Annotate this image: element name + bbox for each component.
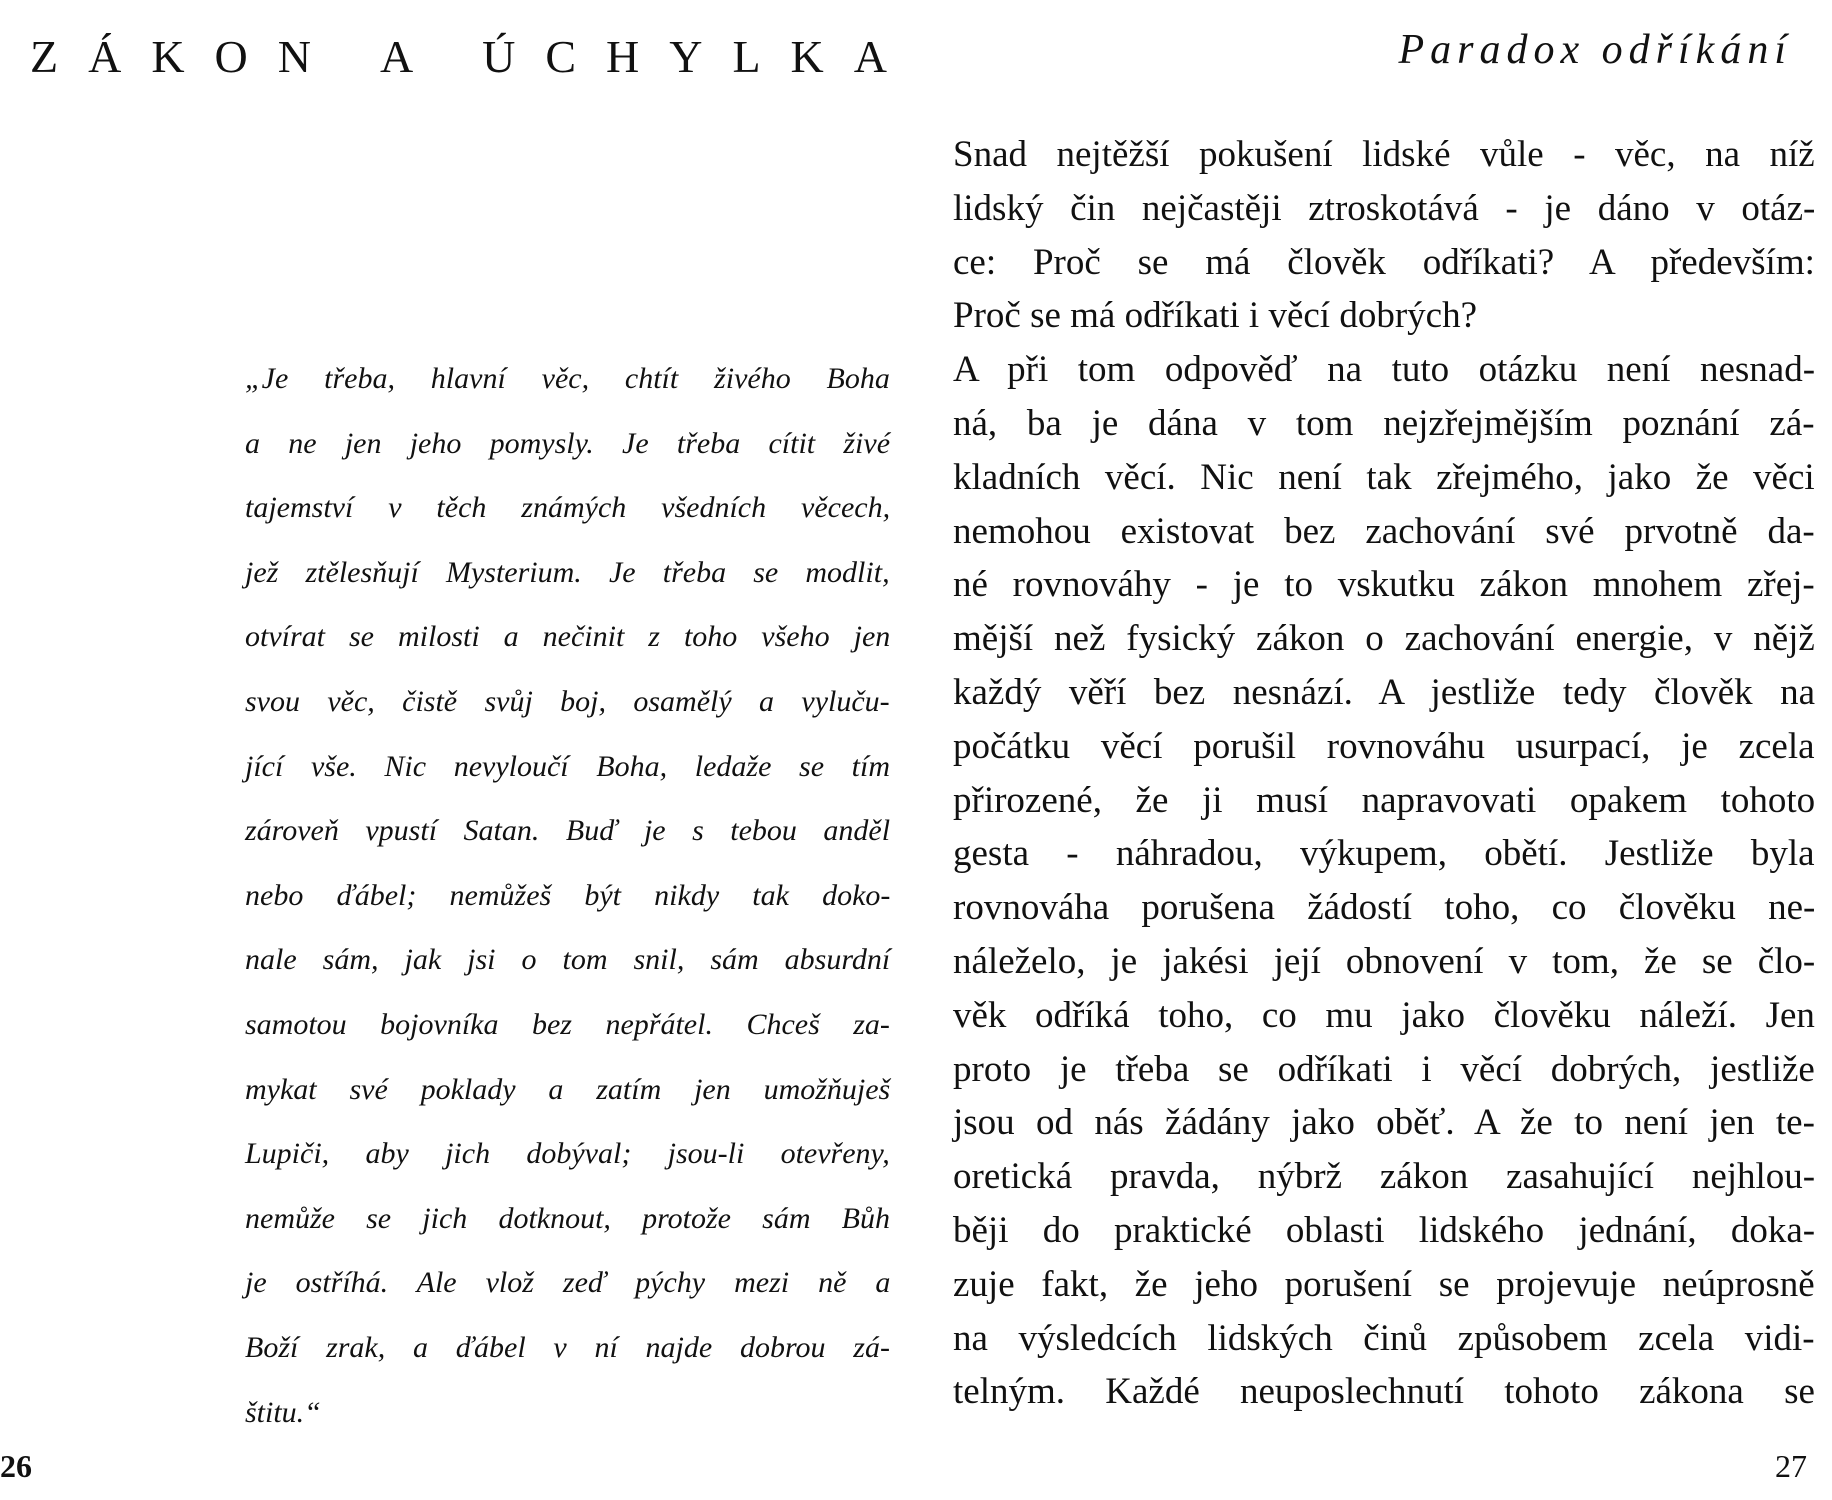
quote-line: tajemství v těch známých všedních věcech, — [245, 491, 891, 525]
body-line: lidský čin nejčastěji ztroskotává - je dáno v otáz- — [953, 187, 1816, 229]
body-line: jsou od nás žádány jako oběť. A že to není jen te- — [953, 1102, 1815, 1144]
body-line: počátku věcí porušil rovnováhu usurpací, je zcela — [953, 725, 1815, 767]
quote-line: nemůže se jich dotknout, protože sám Bůh — [245, 1201, 890, 1235]
page-number-right: 27 — [1775, 1448, 1807, 1484]
quote-line: zároveň vpustí Satan. Buď je s tebou anděl — [245, 814, 891, 848]
quote-line: je ostříhá. Ale vlož zeď pýchy mezi ně a — [245, 1266, 891, 1300]
body-line: mější než fysický zákon o zachování energie, v nějž — [953, 618, 1815, 660]
quote-block — [245, 357, 890, 1455]
body-line: ce: Proč se má člověk odříkati? A především: — [953, 241, 1815, 283]
quote-line: „Je třeba, hlavní věc, chtít živého Boha — [245, 362, 890, 395]
body-line: náleželo, je jakési její obnovení v tom, že se člo- — [953, 940, 1816, 982]
quote-line: Lupiči, aby jich dobýval; jsou-li otevřeny, — [245, 1137, 890, 1171]
body-line: ná, ba je dána v tom nejzřejmějším poznání zá- — [953, 402, 1815, 444]
quote-line: mykat své poklady a zatím jen umožňuješ — [245, 1072, 891, 1106]
quote-line: otvírat se milosti a nečinit z toho všeho jen — [245, 620, 891, 654]
body-line: na výsledcích lidských činů způsobem zcela vidi- — [953, 1317, 1815, 1359]
quote-line: svou věc, čistě svůj boj, osamělý a vyluču- — [245, 684, 890, 718]
body-line: A při tom odpověď na tuto otázku není nesnad- — [953, 349, 1816, 391]
quote-line: Boží zrak, a ďábel v ní najde dobrou zá- — [245, 1330, 890, 1364]
body-line: proto je třeba se odříkati i věcí dobrých, jestliže — [953, 1048, 1815, 1090]
left-running-head: ZÁKON A ÚCHYLKA — [30, 31, 917, 82]
quote-line: nebo ďábel; nemůžeš být nikdy tak doko- — [245, 878, 891, 912]
body-line: Snad nejtěžší pokušení lidské vůle - věc, na níž — [953, 134, 1815, 175]
body-line: zuje fakt, že jeho porušení se projevuje neúprosně — [953, 1263, 1815, 1305]
body-line: nemohou existovat bez zachování své prvotně da- — [953, 510, 1815, 552]
body-line: věk odříká toho, co mu jako člověku náleží. Jen — [953, 994, 1815, 1036]
quote-line: samotou bojovníka bez nepřátel. Chceš za- — [245, 1007, 890, 1041]
quote-line: jící vše. Nic nevyloučí Boha, ledaže se tím — [245, 749, 891, 783]
body-line: oretická pravda, nýbrž zákon zasahující nejhlou- — [953, 1156, 1816, 1198]
quote-line: a ne jen jeho pomysly. Je třeba cítit živé — [245, 426, 891, 460]
body-line: né rovnováhy - je to vskutku zákon mnohem zřej- — [953, 564, 1815, 606]
body-line: rovnováha porušena žádostí toho, co člověku ne- — [953, 887, 1816, 929]
quote-line: jež ztělesňují Mysterium. Je třeba se modlit, — [245, 555, 890, 589]
page-number-left: 26 — [0, 1448, 32, 1484]
body-line: přirozené, že ji musí napravovati opakem tohoto — [953, 779, 1816, 821]
right-running-head: Paradox odříkání — [1398, 27, 1792, 73]
body-line: gesta - náhradou, výkupem, obětí. Jestliže byla — [953, 833, 1815, 875]
body-line: Proč se má odříkati i věcí dobrých? — [953, 295, 1477, 337]
body-line: každý věří bez nesnází. A jestliže tedy člověk na — [953, 671, 1816, 713]
quote-line: nale sám, jak jsi o tom snil, sám absurdní — [245, 943, 891, 977]
body-line: telným. Každé neuposlechnutí tohoto zákona se — [953, 1371, 1815, 1413]
body-text — [953, 132, 1815, 1423]
body-line: kladních věcí. Nic není tak zřejmého, jako že věci — [953, 456, 1815, 498]
quote-line: štitu.“ — [245, 1395, 321, 1429]
body-line: běji do praktické oblasti lidského jednání, doka- — [953, 1209, 1816, 1251]
